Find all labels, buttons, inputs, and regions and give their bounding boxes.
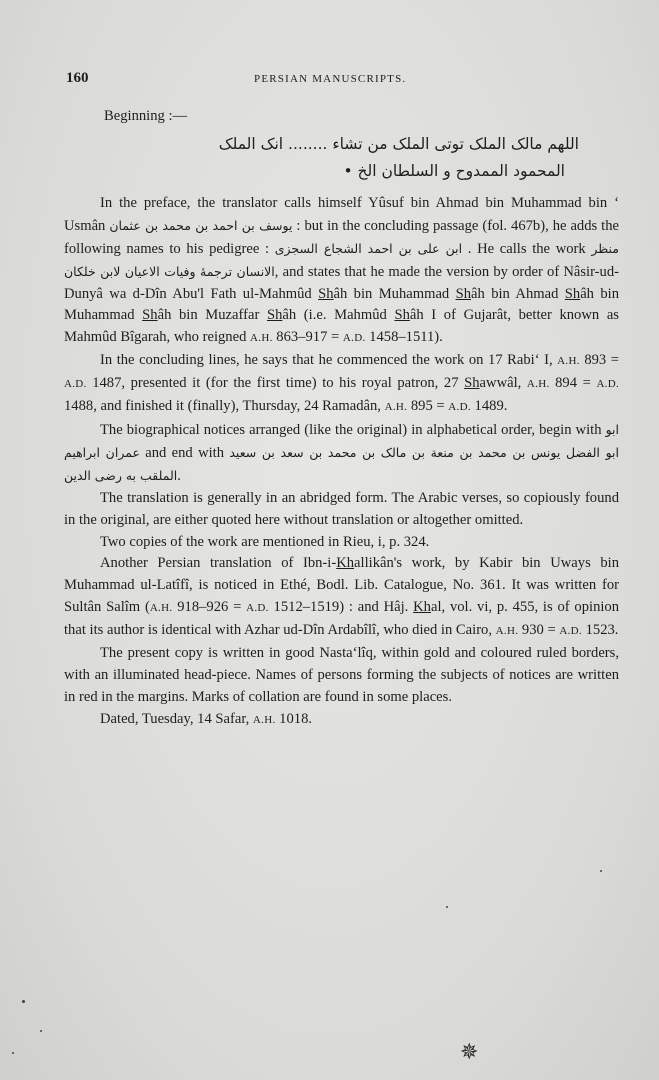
paper-speck	[22, 1000, 25, 1003]
arabic-incipit-line-1: اللهم مالک الملک توتی الملک من تشاء ........ انک الملک	[218, 134, 579, 153]
running-head: PERSIAN MANUSCRIPTS.	[254, 73, 407, 85]
arabic-pedigree: ابن علی بن احمد الشجاع السجزی	[274, 240, 463, 256]
paragraph-biographical-notices: The biographical notices arranged (like the original) in alphabetical order, begin with ابو عمران ابراهیم and end with ابو الفضل یونس بن محمد بن منعة بن مالک بن محمد بن سعد بن سعید الملقب به رضی الدین.	[64, 421, 619, 484]
beginning-label: Beginning :—	[104, 108, 188, 124]
paragraph-rieu-reference: Two copies of the work are mentioned in Rieu, i, p. 324.	[100, 533, 430, 550]
paragraph-translation-form: The translation is generally in an abridged form. The Arabic verses, so copiously found in the original, are either quoted here without translation or altogether omitted.	[64, 489, 619, 528]
paragraph-date: Dated, Tuesday, 14 Safar, A.H. 1018.	[100, 710, 313, 727]
body-text	[64, 106, 619, 732]
page-number: 160	[66, 70, 89, 86]
page-header	[66, 70, 629, 90]
arabic-work-title: منظر الانسان ترجمهٔ وفیات الاعیان لابن خلکان	[64, 240, 619, 279]
paragraph-concluding-lines: In the concluding lines, he says that he commenced the work on 17 Rabi‘ I, A.H. 893 = A.D. 1487, presented it (for the first time) to his royal patron, 27 Shawwâl, A.H. 894 = A.D. 1488, and finished it (finally), Thursday, 24 Ramadân, A.H. 895 = A.D. 1489.	[64, 352, 620, 415]
arabic-incipit-line-2: المحمود الممدوح و السلطان الخ ‌•	[343, 161, 565, 180]
paragraph-preface: In the preface, the translator calls himself Yûsuf bin Ahmad bin Muhammad bin ‘ Usmân یوسف بن احمد بن محمد بن عثمان : but in the concluding passage (fol. 467b), he adds the following names to his pedigree : ابن علی بن احمد الشجاع السجزی . He calls the work منظر الانسان ترجمهٔ وفیات الاعیان لابن خلکان, and states that he made the version by order of Nâsir-ud-Dunyâ wa d-Dîn Abu'l Fath ul-Mahmûd Shâh bin Muhammad Shâh bin Ahmad Shâh bin Muhammad Shâh bin Muzaffar Shâh (i.e. Mahmûd Shâh I of Gujarât, better known as Mahmûd Bîgarah, who reigned A.H. 863–917 = A.D. 1458–1511).	[64, 194, 620, 346]
paper-speck	[40, 1030, 42, 1032]
arabic-first-entry: ابو عمران ابراهیم	[64, 421, 619, 460]
paper-speck	[600, 870, 602, 872]
printer-ornament-icon: ✵	[460, 1040, 479, 1065]
paper-speck	[446, 906, 448, 908]
paragraph-another-translation: Another Persian translation of Ibn-i-Khallikân's work, by Kabir bin Uways bin Muhammad ul-Latîfî, is noticed in Ethé, Bodl. Lib. Catalogue, No. 361. It was written for Sultân Salîm (A.H. 918–926 = A.D. 1512–1519) : and Hâj. Khal, vol. vi, p. 455, is of opinion that its author is identical with Azhar ud-Dîn Ardabîlî, who died in Cairo, A.H. 930 = A.D. 1523.	[64, 555, 620, 639]
paper-speck	[12, 1052, 14, 1054]
arabic-name: یوسف بن احمد بن محمد بن عثمان	[109, 217, 293, 233]
arabic-last-entry: ابو الفضل یونس بن محمد بن منعة بن مالک بن محمد بن سعد بن سعید الملقب به رضی الدین	[64, 444, 619, 483]
paragraph-copy-description: The present copy is written in good Nasta‘lîq, within gold and coloured ruled borders, with an illuminated head-piece. Names of persons forming the subjects of notices are written in red in the margins. Marks of collation are found in some places.	[64, 645, 619, 705]
